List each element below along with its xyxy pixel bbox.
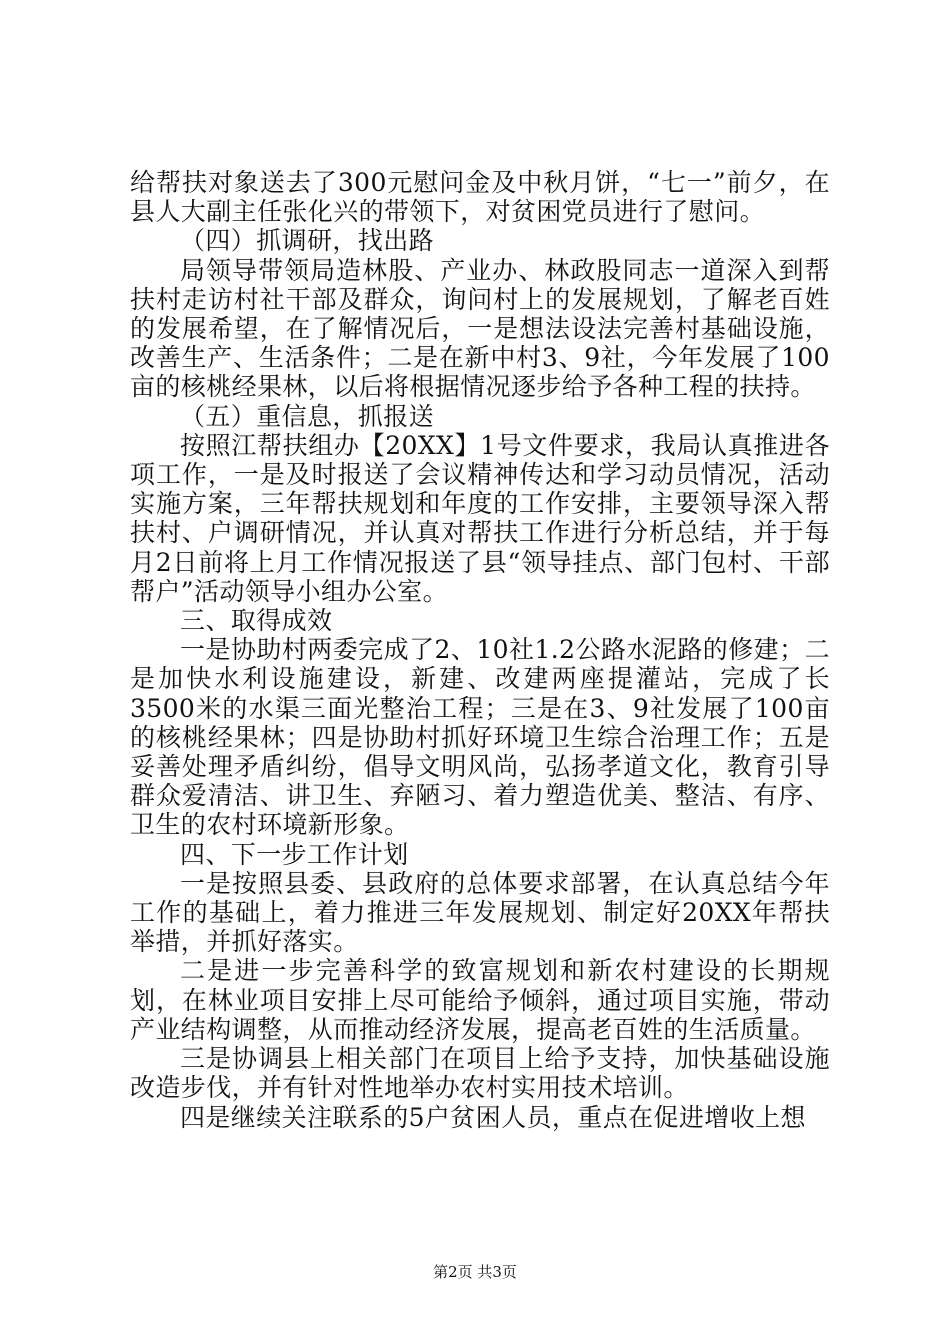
section-heading-results: 三、取得成效 (180, 606, 333, 636)
document-body (130, 168, 830, 1132)
paragraph-12: 四是继续关注联系的5户贫困人员，重点在促进增收上想 (180, 1102, 806, 1132)
paragraph-11: 三是协调县上相关部门在项目上给予支持，加快基础设施改造步伐，并有针对性地举办农村实用技术培训。 (130, 1044, 830, 1103)
paragraph-10: 二是进一步完善科学的致富规划和新农村建设的长期规划，在林业项目安排上尽可能给予倾斜，通过项目实施，带动产业结构调整，从而推动经济发展，提高老百姓的生活质量。 (130, 956, 830, 1044)
page-number-label: 第2页 共3页 (433, 1263, 517, 1281)
page-footer (0, 1262, 950, 1282)
section-heading-information: （五）重信息，抓报送 (180, 401, 435, 431)
paragraph-7: 一是协助村两委完成了2、10社1.2公路水泥路的修建；二是加快水利设施建设，新建、改建两座提灌站，完成了长3500米的水渠三面光整治工程；三是在3、9社发展了100亩的核桃经果林；四是协助村抓好环境卫生综合治理工作；五是妥善处理矛盾纠纷，倡导文明风尚，弘扬孝道文化，教育引导群众爱清洁、讲卫生、弃陋习、着力塑造优美、整洁、有序、卫生的农村环境新形象。 (130, 635, 830, 840)
paragraph-1: 给帮扶对象送去了300元慰问金及中秋月饼，“七一”前夕，在县人大副主任张化兴的带领下，对贫困党员进行了慰问。 (130, 168, 830, 227)
paragraph-5: 按照江帮扶组办【20XX】1号文件要求，我局认真推进各项工作，一是及时报送了会议精神传达和学习动员情况，活动实施方案，三年帮扶规划和年度的工作安排，主要领导深入帮扶村、户调研情况，并认真对帮扶工作进行分析总结，并于每月2日前将上月工作情况报送了县“领导挂点、部门包村、干部帮户”活动领导小组办公室。 (130, 430, 830, 606)
section-heading-research: （四）抓调研，找出路 (180, 226, 435, 256)
paragraph-3: 局领导带领局造林股、产业办、林政股同志一道深入到帮扶村走访村社干部及群众，询问村上的发展规划，了解老百姓的发展希望，在了解情况后，一是想法设法完善村基础设施，改善生产、生活条件；二是在新中村3、9社，今年发展了100亩的核桃经果林，以后将根据情况逐步给予各种工程的扶持。 (130, 255, 830, 402)
section-heading-next-plan: 四、下一步工作计划 (180, 839, 409, 869)
paragraph-9: 一是按照县委、县政府的总体要求部署，在认真总结今年工作的基础上，着力推进三年发展规划、制定好20XX年帮扶举措，并抓好落实。 (130, 868, 830, 957)
